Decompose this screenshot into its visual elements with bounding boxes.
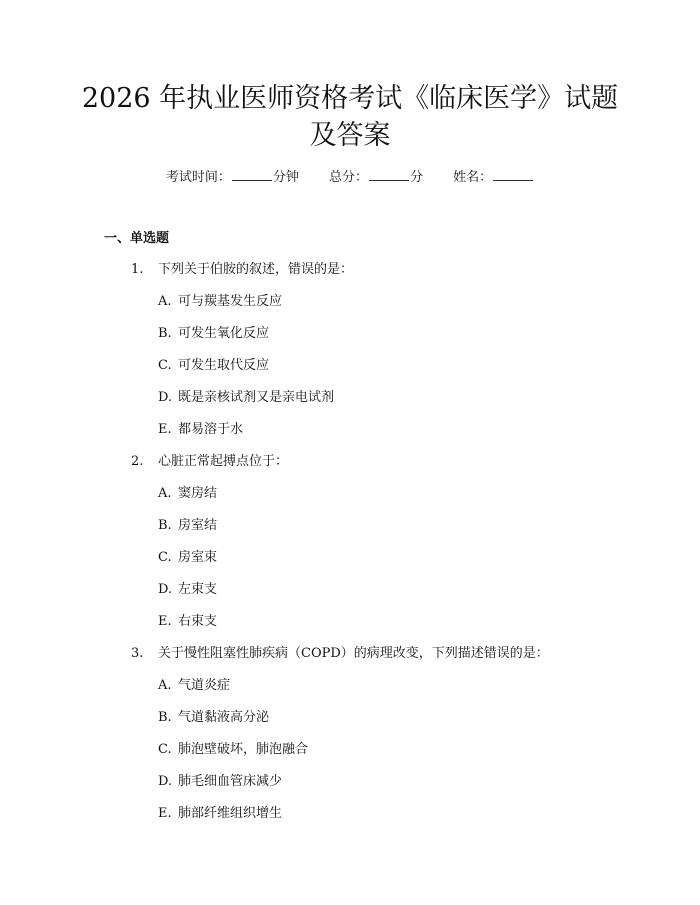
answer-option	[0, 485, 700, 517]
question-text: 关于慢性阻塞性肺疾病（COPD）的病理改变，下列描述错误的是：	[158, 646, 549, 661]
exam-time-blank	[232, 168, 272, 181]
name-blank	[493, 168, 533, 181]
option-letter: A.	[158, 294, 172, 309]
exam-time-label: 考试时间：	[165, 170, 231, 185]
answer-option	[0, 357, 700, 389]
answer-option	[0, 389, 700, 421]
answer-option	[0, 613, 700, 645]
exam-time-unit: 分钟	[272, 170, 299, 185]
total-score-blank	[369, 168, 409, 181]
option-text: 可发生氧化反应	[178, 326, 270, 341]
exam-info-line	[0, 168, 700, 187]
answer-option	[0, 581, 700, 613]
name-field	[453, 168, 534, 187]
option-letter: C.	[158, 550, 172, 565]
question-stem	[0, 645, 700, 677]
option-text: 都易溶于水	[178, 422, 244, 437]
answer-option	[0, 709, 700, 741]
page-title	[0, 80, 700, 154]
option-text: 气道炎症	[178, 678, 231, 693]
option-text: 肺毛细血管床减少	[178, 774, 283, 789]
answer-option	[0, 293, 700, 325]
total-score-label: 总分：	[328, 170, 368, 185]
answer-option	[0, 549, 700, 581]
option-letter: E.	[158, 806, 172, 821]
option-letter: C.	[158, 742, 172, 757]
option-text: 肺部纤维组织增生	[178, 806, 283, 821]
option-letter: D.	[158, 390, 173, 405]
option-letter: C.	[158, 358, 172, 373]
answer-option	[0, 677, 700, 709]
question-list	[0, 261, 700, 837]
total-score-field	[329, 168, 423, 187]
answer-option	[0, 773, 700, 805]
option-letter: E.	[158, 614, 172, 629]
name-label: 姓名：	[453, 170, 493, 185]
option-letter: B.	[158, 518, 172, 533]
title-line-2: 及答案	[309, 120, 391, 151]
section-title: 一、单选题	[104, 231, 170, 246]
option-letter: B.	[158, 710, 172, 725]
answer-option	[0, 741, 700, 773]
option-letter: A.	[158, 678, 172, 693]
option-text: 窦房结	[178, 486, 218, 501]
option-letter: B.	[158, 326, 172, 341]
question-number: 3.	[131, 646, 144, 661]
answer-option	[0, 517, 700, 549]
answer-option	[0, 805, 700, 837]
option-text: 房室结	[178, 518, 218, 533]
option-text: 肺泡壁破坏，肺泡融合	[178, 742, 309, 757]
option-text: 右束支	[178, 614, 218, 629]
exam-time-field	[166, 168, 299, 187]
option-text: 可发生取代反应	[178, 358, 270, 373]
option-letter: E.	[158, 422, 172, 437]
question-text: 心脏正常起搏点位于：	[158, 454, 289, 469]
option-text: 房室束	[178, 550, 218, 565]
question-stem	[0, 453, 700, 485]
question-number: 1.	[131, 262, 144, 277]
option-letter: A.	[158, 486, 172, 501]
option-text: 可与羰基发生反应	[178, 294, 283, 309]
question-number: 2.	[131, 454, 144, 469]
option-text: 左束支	[178, 582, 218, 597]
option-text: 既是亲核试剂又是亲电试剂	[178, 390, 335, 405]
option-letter: D.	[158, 774, 173, 789]
title-line-1: 2026 年执业医师资格考试《临床医学》试题	[81, 83, 619, 114]
question-stem	[0, 261, 700, 293]
question-text: 下列关于伯胺的叙述，错误的是：	[158, 262, 354, 277]
answer-option	[0, 325, 700, 357]
option-text: 气道黏液高分泌	[178, 710, 270, 725]
option-letter: D.	[158, 582, 173, 597]
answer-option	[0, 421, 700, 453]
total-score-unit: 分	[410, 170, 424, 185]
